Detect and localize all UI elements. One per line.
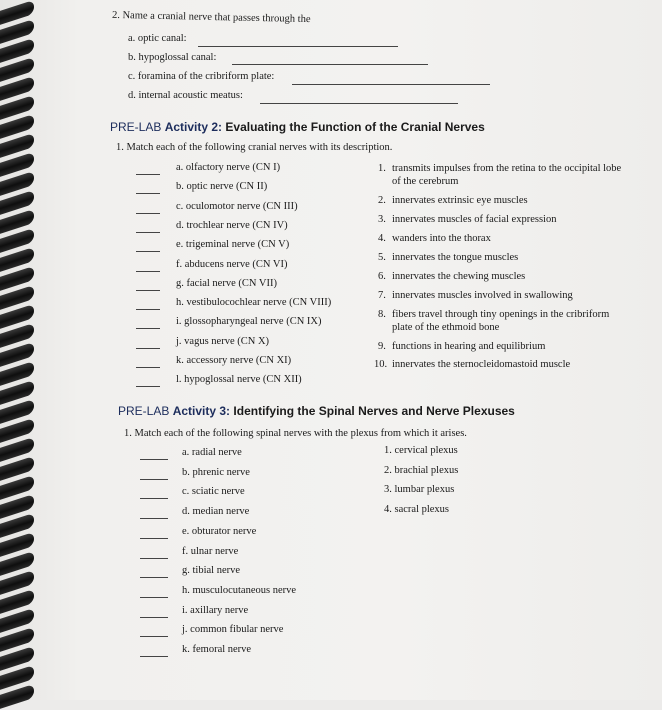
description-number: 9.: [378, 341, 386, 352]
cranial-nerve-item: l. hypoglossal nerve (CN XII): [176, 374, 302, 386]
spiral-binding: [0, 0, 36, 700]
nerve-answer-blank[interactable]: [136, 328, 160, 329]
description-text: innervates extrinsic eye muscles: [392, 195, 528, 206]
plexus-answer-blank[interactable]: [140, 498, 168, 499]
spinal-nerve-item: j. common fibular nerve: [182, 624, 284, 636]
spinal-nerve-item: d. median nerve: [182, 506, 250, 518]
plexus-answer-blank[interactable]: [140, 577, 168, 578]
nerve-answer-blank[interactable]: [136, 174, 160, 175]
plexus-item: 2. brachial plexus: [384, 464, 459, 476]
cranial-nerve-item: h. vestibulocochlear nerve (CN VIII): [176, 297, 332, 309]
description-number: 7.: [378, 290, 386, 301]
description-number: 3.: [378, 214, 386, 225]
cranial-nerve-item: k. accessory nerve (CN XI): [176, 355, 292, 366]
cranial-nerve-item: f. abducens nerve (CN VI): [176, 258, 288, 270]
description-number: 10.: [374, 359, 388, 370]
description-text: fibers travel through tiny openings in the cribriform: [392, 309, 610, 320]
description-number: 1.: [378, 163, 386, 174]
description-number: 2.: [378, 195, 386, 206]
plexus-answer-blank[interactable]: [140, 459, 168, 460]
spinal-nerve-item: h. musculocutaneous nerve: [182, 584, 297, 596]
description-text: innervates the sternocleidomastoid muscle: [392, 359, 571, 370]
q2-item-c: c. foramina of the cribriform plate:: [128, 71, 275, 82]
cranial-nerve-item: a. olfactory nerve (CN I): [176, 162, 281, 173]
activity3-heading: [118, 404, 515, 418]
q2-item-d: d. internal acoustic meatus:: [128, 90, 243, 101]
description-text: wanders into the thorax: [392, 233, 491, 244]
spinal-nerve-item: g. tibial nerve: [182, 565, 241, 577]
description-text-cont: plate of the ethmoid bone: [392, 322, 500, 333]
description-text: innervates muscles of facial expression: [392, 214, 557, 225]
spinal-nerve-item: c. sciatic nerve: [182, 486, 245, 498]
cranial-nerve-item: j. vagus nerve (CN X): [176, 335, 270, 347]
nerve-answer-blank[interactable]: [136, 232, 160, 233]
nerve-answer-blank[interactable]: [136, 386, 160, 387]
q2-answer-d[interactable]: [260, 103, 458, 104]
description-text: functions in hearing and equilibrium: [392, 341, 546, 352]
description-text: innervates muscles involved in swallowing: [392, 290, 573, 301]
description-number: 5.: [378, 252, 386, 263]
plexus-answer-blank[interactable]: [140, 558, 168, 559]
description-text-cont: of the cerebrum: [392, 176, 459, 187]
plexus-item: 1. cervical plexus: [384, 445, 458, 456]
nerve-answer-blank[interactable]: [136, 271, 160, 272]
q2-item-b: b. hypoglossal canal:: [128, 52, 217, 63]
activity2-instruction: 1. Match each of the following cranial nerves with its description.: [116, 142, 393, 153]
activity2-heading: [110, 120, 485, 134]
cranial-nerve-item: e. trigeminal nerve (CN V): [176, 239, 290, 251]
nerve-answer-blank[interactable]: [136, 213, 160, 214]
description-text: innervates the tongue muscles: [392, 252, 519, 263]
activity3-prefix: PRE-LAB: [118, 404, 170, 418]
plexus-answer-blank[interactable]: [140, 479, 168, 480]
plexus-answer-blank[interactable]: [140, 636, 168, 637]
cranial-nerve-item: g. facial nerve (CN VII): [176, 277, 277, 289]
plexus-answer-blank[interactable]: [140, 656, 168, 657]
activity3-label: Activity 3:: [172, 404, 231, 418]
activity2-label: Activity 2:: [164, 120, 223, 134]
description-number: 4.: [378, 233, 386, 244]
spinal-nerve-item: e. obturator nerve: [182, 525, 257, 537]
activity3-title: Identifying the Spinal Nerves and Nerve Plexuses: [233, 404, 515, 418]
cranial-nerve-item: c. oculomotor nerve (CN III): [176, 200, 298, 212]
cranial-nerve-item: d. trochlear nerve (CN IV): [176, 219, 288, 231]
activity3-instruction: 1. Match each of the following spinal nerves with the plexus from which it arises.: [124, 428, 467, 439]
plexus-item: 3. lumbar plexus: [384, 484, 455, 495]
nerve-answer-blank[interactable]: [136, 251, 160, 252]
plexus-answer-blank[interactable]: [140, 538, 168, 539]
nerve-answer-blank[interactable]: [136, 193, 160, 194]
nerve-answer-blank[interactable]: [136, 290, 160, 291]
nerve-answer-blank[interactable]: [136, 309, 160, 310]
spinal-nerve-item: a. radial nerve: [182, 447, 242, 458]
spinal-nerve-item: i. axillary nerve: [182, 604, 249, 616]
plexus-answer-blank[interactable]: [140, 518, 168, 519]
nerve-answer-blank[interactable]: [136, 367, 160, 368]
q2-answer-b[interactable]: [232, 64, 428, 65]
spinal-nerve-item: k. femoral nerve: [182, 644, 252, 655]
spinal-nerve-item: b. phrenic nerve: [182, 466, 250, 478]
cranial-nerve-item: b. optic nerve (CN II): [176, 181, 268, 193]
description-text: transmits impulses from the retina to the occipital lobe: [392, 163, 622, 174]
cranial-nerve-item: i. glossopharyngeal nerve (CN IX): [176, 316, 322, 328]
q2-answer-a[interactable]: [198, 46, 398, 47]
plexus-item: 4. sacral plexus: [384, 503, 450, 515]
q2-item-a: a. optic canal:: [128, 33, 187, 44]
activity2-prefix: PRE-LAB: [110, 120, 162, 134]
q2-title: 2. Name a cranial nerve that passes through the: [111, 9, 311, 26]
spinal-nerve-item: f. ulnar nerve: [182, 545, 239, 557]
plexus-answer-blank[interactable]: [140, 617, 168, 618]
description-number: 8.: [378, 309, 386, 320]
description-number: 6.: [378, 271, 386, 282]
q2-answer-c[interactable]: [292, 84, 490, 85]
activity2-title: Evaluating the Function of the Cranial Nerves: [225, 120, 485, 134]
description-text: innervates the chewing muscles: [392, 271, 526, 282]
plexus-answer-blank[interactable]: [140, 597, 168, 598]
nerve-answer-blank[interactable]: [136, 348, 160, 349]
